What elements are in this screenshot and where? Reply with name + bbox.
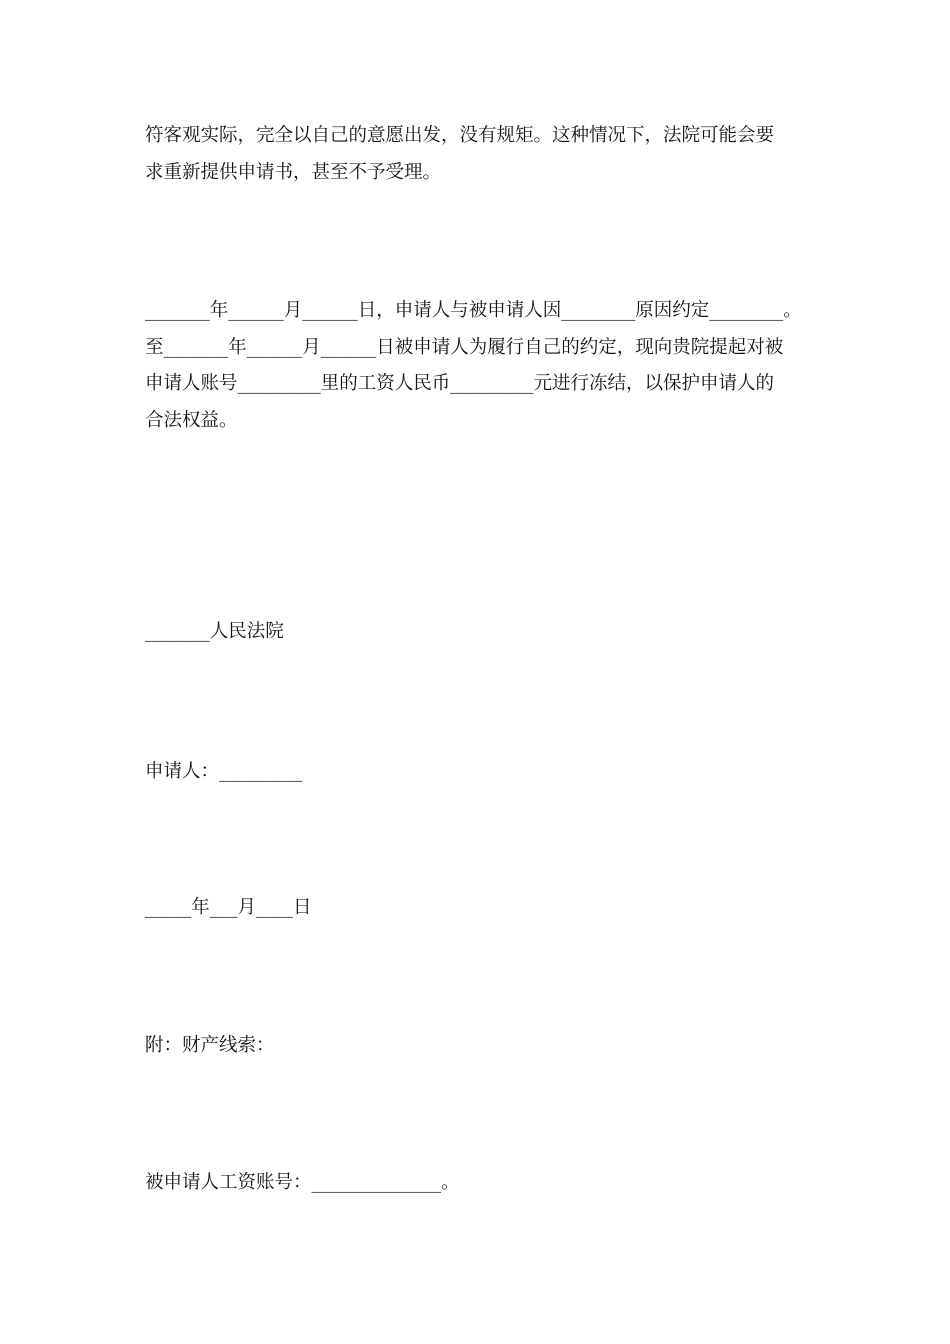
intro-line-2: 求重新提供申请书，甚至不予受理。 [145,161,442,183]
body-line-1: _______年______月______日，申请人与被申请人因________原因约定________。 [145,300,802,321]
court-addressee [145,614,825,651]
application-body-paragraph [145,293,825,439]
account-line: 被申请人工资账号：______________。 [145,1172,460,1193]
body-line-3: 申请人账号_________里的工资人民币_________元进行冻结，以保护申请人的 [145,373,775,394]
intro-paragraph [145,118,825,191]
signature-date [145,890,825,927]
intro-line-1: 符客观实际，完全以自己的意愿出发，没有规矩。这种情况下，法院可能会要 [145,125,775,146]
date-line: _____年___月____日 [145,897,312,918]
applicant-signature [145,754,825,791]
respondent-account [145,1165,825,1202]
body-line-4: 合法权益。 [145,409,238,431]
attachment-line: 附：财产线索： [145,1035,275,1056]
court-name-line: _______人民法院 [145,621,284,642]
attachment-heading [145,1028,825,1065]
applicant-line: 申请人：_________ [145,761,303,782]
body-line-2: 至_______年______月______日被申请人为履行自己的约定，现向贵院提起对被 [145,336,784,358]
